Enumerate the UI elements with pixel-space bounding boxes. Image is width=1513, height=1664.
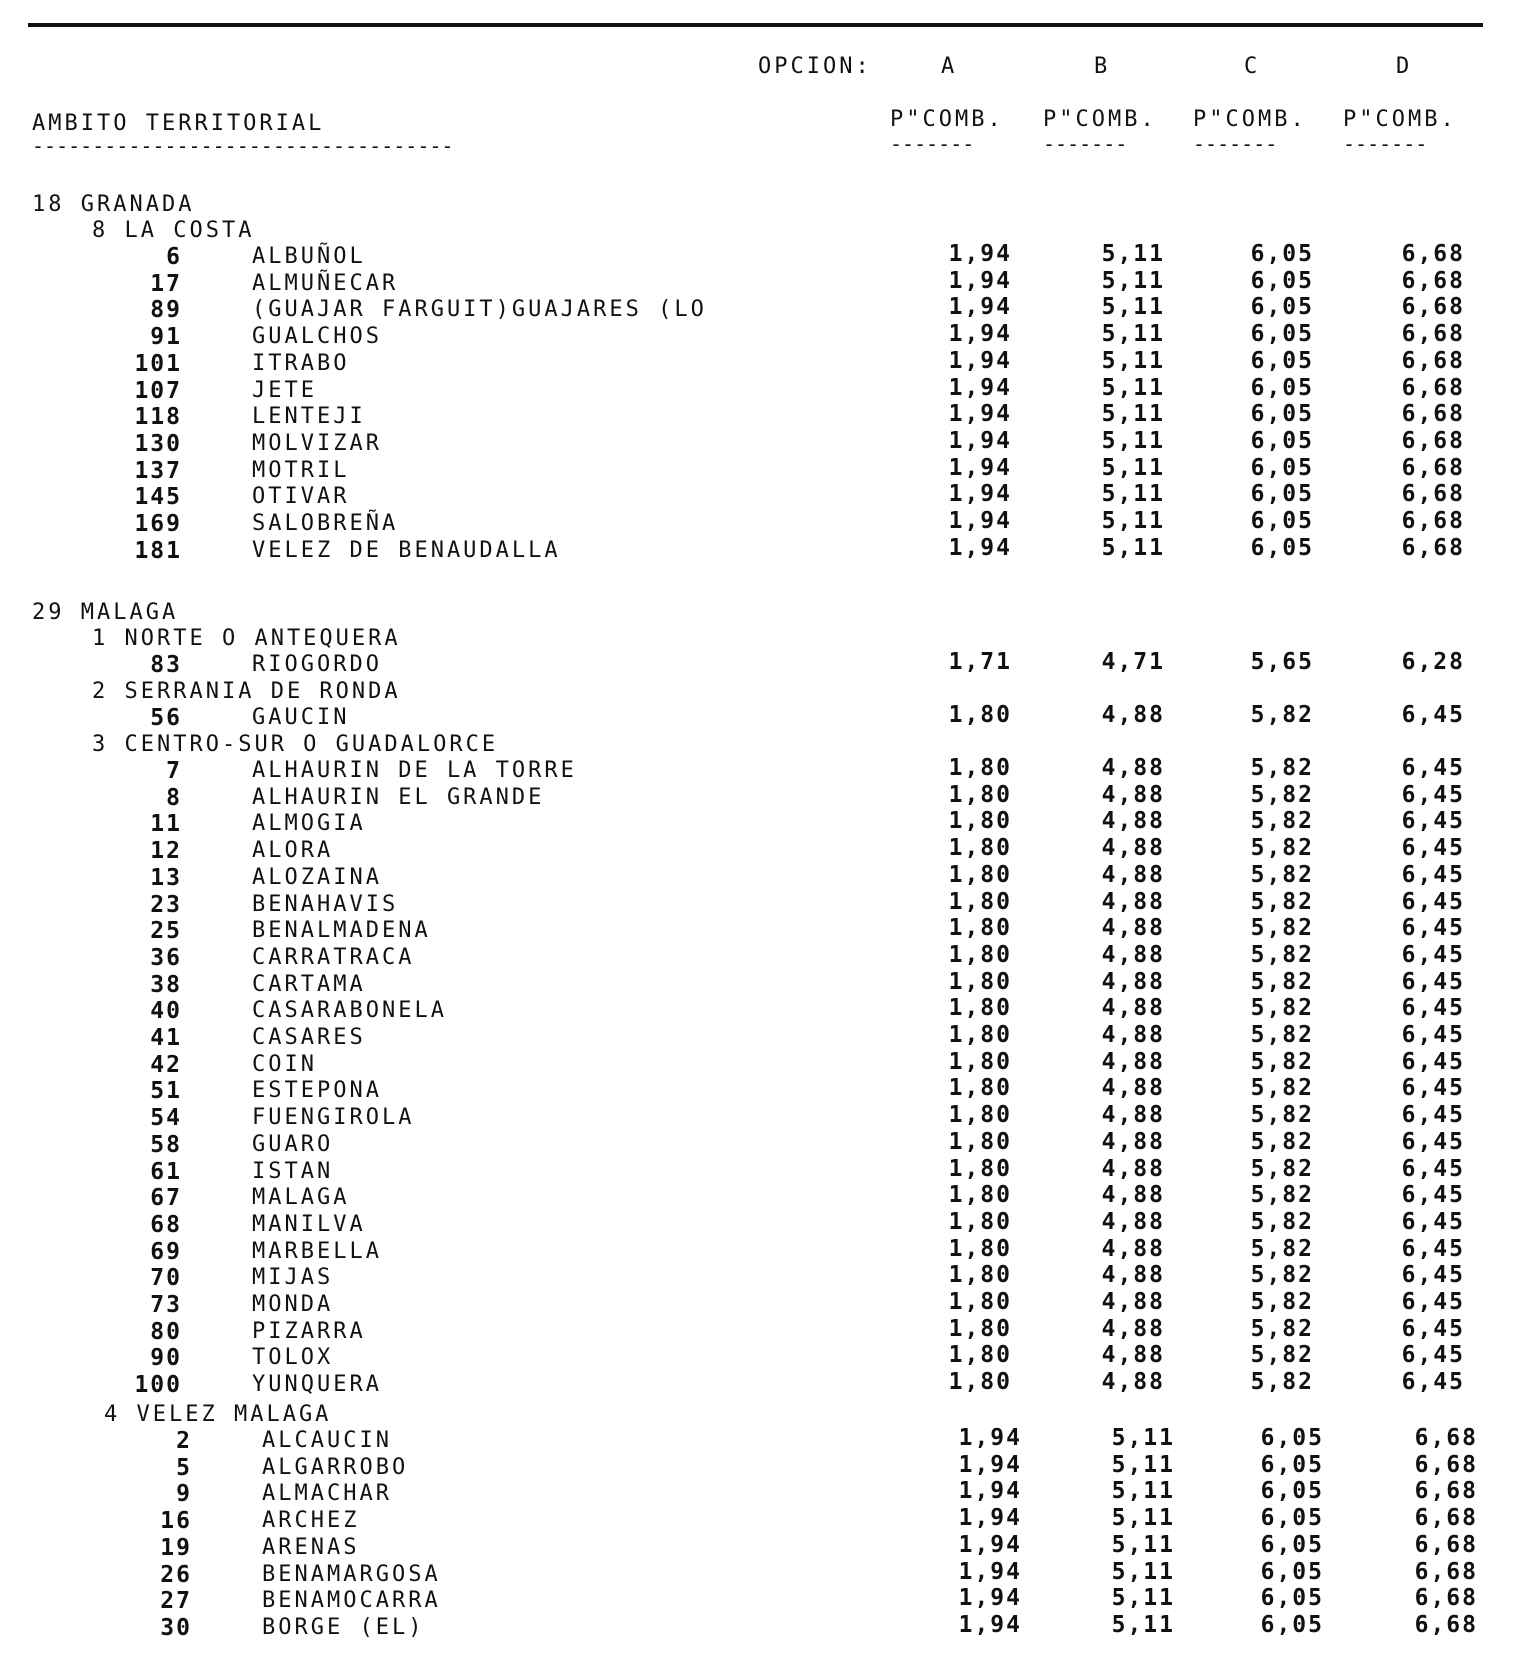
municipality-code: 27 bbox=[160, 1588, 192, 1614]
value-a: 1,80 bbox=[948, 889, 1012, 915]
municipality-code: 42 bbox=[150, 1052, 182, 1078]
value-b: 5,11 bbox=[1101, 268, 1165, 294]
value-d: 6,45 bbox=[1401, 1182, 1465, 1208]
municipality-name: OTIVAR bbox=[252, 484, 350, 509]
value-d: 6,68 bbox=[1414, 1478, 1478, 1504]
municipality-name: TOLOX bbox=[252, 1345, 334, 1370]
value-a: 1,94 bbox=[948, 455, 1012, 481]
municipality-code: 61 bbox=[150, 1159, 182, 1185]
option-label: OPCION: bbox=[758, 54, 872, 79]
value-a: 1,80 bbox=[948, 862, 1012, 888]
option-a: A bbox=[941, 54, 958, 79]
municipality-name: RIOGORDO bbox=[252, 652, 382, 677]
value-d: 6,45 bbox=[1401, 942, 1465, 968]
value-b: 4,88 bbox=[1101, 755, 1165, 781]
scope-underline: ----------------------------------- bbox=[32, 134, 454, 158]
municipality-code: 68 bbox=[150, 1212, 182, 1238]
municipality-code: 12 bbox=[150, 838, 182, 864]
value-b: 4,88 bbox=[1101, 862, 1165, 888]
value-d: 6,68 bbox=[1414, 1612, 1478, 1638]
value-b: 5,11 bbox=[1101, 375, 1165, 401]
col-header-b: P"COMB. bbox=[1043, 107, 1157, 132]
value-a: 1,71 bbox=[948, 649, 1012, 675]
municipality-name: (GUAJAR FARGUIT)GUAJARES (LO bbox=[252, 297, 707, 322]
municipality-code: 8 bbox=[166, 785, 182, 811]
value-a: 1,94 bbox=[948, 375, 1012, 401]
municipality-name: BENAMOCARRA bbox=[262, 1588, 441, 1613]
value-a: 1,94 bbox=[958, 1425, 1022, 1451]
value-b: 4,88 bbox=[1101, 889, 1165, 915]
municipality-code: 83 bbox=[150, 652, 182, 678]
value-a: 1,80 bbox=[948, 1102, 1012, 1128]
comarca-heading: 4 VELEZ MALAGA bbox=[104, 1402, 332, 1427]
value-a: 1,94 bbox=[948, 481, 1012, 507]
value-c: 5,65 bbox=[1250, 649, 1314, 675]
municipality-code: 25 bbox=[150, 918, 182, 944]
municipality-code: 91 bbox=[150, 324, 182, 350]
value-b: 5,11 bbox=[1101, 455, 1165, 481]
municipality-code: 16 bbox=[160, 1508, 192, 1534]
municipality-name: FUENGIROLA bbox=[252, 1105, 415, 1130]
value-b: 4,88 bbox=[1101, 835, 1165, 861]
value-c: 6,05 bbox=[1250, 428, 1314, 454]
value-c: 6,05 bbox=[1260, 1532, 1324, 1558]
municipality-code: 51 bbox=[150, 1078, 182, 1104]
value-c: 5,82 bbox=[1250, 782, 1314, 808]
value-b: 4,88 bbox=[1101, 782, 1165, 808]
municipality-name: MIJAS bbox=[252, 1265, 334, 1290]
value-c: 6,05 bbox=[1250, 348, 1314, 374]
value-a: 1,94 bbox=[948, 508, 1012, 534]
value-a: 1,80 bbox=[948, 755, 1012, 781]
value-a: 1,94 bbox=[958, 1585, 1022, 1611]
value-c: 5,82 bbox=[1250, 862, 1314, 888]
value-a: 1,94 bbox=[948, 294, 1012, 320]
value-c: 6,05 bbox=[1260, 1505, 1324, 1531]
municipality-code: 58 bbox=[150, 1132, 182, 1158]
value-a: 1,94 bbox=[948, 401, 1012, 427]
option-b: B bbox=[1094, 54, 1111, 79]
value-c: 6,05 bbox=[1260, 1425, 1324, 1451]
value-a: 1,94 bbox=[958, 1612, 1022, 1638]
municipality-name: MOTRIL bbox=[252, 458, 350, 483]
municipality-code: 2 bbox=[176, 1428, 192, 1454]
value-d: 6,45 bbox=[1401, 755, 1465, 781]
value-d: 6,68 bbox=[1401, 508, 1465, 534]
value-a: 1,94 bbox=[958, 1505, 1022, 1531]
municipality-code: 181 bbox=[134, 538, 182, 564]
value-a: 1,80 bbox=[948, 702, 1012, 728]
value-a: 1,80 bbox=[948, 1236, 1012, 1262]
value-c: 5,82 bbox=[1250, 1369, 1314, 1395]
value-b: 4,88 bbox=[1101, 1022, 1165, 1048]
value-b: 5,11 bbox=[1101, 401, 1165, 427]
municipality-code: 80 bbox=[150, 1319, 182, 1345]
value-a: 1,94 bbox=[948, 321, 1012, 347]
municipality-code: 169 bbox=[134, 511, 182, 537]
value-d: 6,45 bbox=[1401, 1289, 1465, 1315]
municipality-code: 5 bbox=[176, 1455, 192, 1481]
value-c: 6,05 bbox=[1250, 241, 1314, 267]
value-a: 1,80 bbox=[948, 1369, 1012, 1395]
municipality-name: ALOZAINA bbox=[252, 865, 382, 890]
municipality-name: MOLVIZAR bbox=[252, 431, 382, 456]
value-b: 5,11 bbox=[1111, 1532, 1175, 1558]
municipality-name: ALBUÑOL bbox=[252, 244, 366, 269]
municipality-name: MONDA bbox=[252, 1292, 334, 1317]
value-c: 5,82 bbox=[1250, 702, 1314, 728]
value-d: 6,45 bbox=[1401, 1022, 1465, 1048]
value-a: 1,80 bbox=[948, 782, 1012, 808]
value-a: 1,94 bbox=[948, 428, 1012, 454]
value-d: 6,68 bbox=[1401, 375, 1465, 401]
value-d: 6,45 bbox=[1401, 1049, 1465, 1075]
value-a: 1,80 bbox=[948, 1129, 1012, 1155]
municipality-code: 89 bbox=[150, 297, 182, 323]
value-c: 6,05 bbox=[1250, 535, 1314, 561]
value-d: 6,45 bbox=[1401, 1369, 1465, 1395]
municipality-code: 101 bbox=[134, 351, 182, 377]
comarca-heading: 8 LA COSTA bbox=[92, 218, 255, 243]
value-c: 6,05 bbox=[1260, 1612, 1324, 1638]
municipality-name: GUALCHOS bbox=[252, 324, 382, 349]
value-d: 6,45 bbox=[1401, 969, 1465, 995]
value-b: 5,11 bbox=[1101, 241, 1165, 267]
value-b: 4,88 bbox=[1101, 1182, 1165, 1208]
municipality-code: 145 bbox=[134, 484, 182, 510]
value-a: 1,94 bbox=[948, 348, 1012, 374]
municipality-code: 6 bbox=[166, 244, 182, 270]
value-c: 5,82 bbox=[1250, 1289, 1314, 1315]
top-rule bbox=[28, 23, 1483, 27]
value-b: 4,88 bbox=[1101, 1049, 1165, 1075]
value-c: 5,82 bbox=[1250, 1075, 1314, 1101]
municipality-code: 23 bbox=[150, 892, 182, 918]
value-c: 6,05 bbox=[1250, 321, 1314, 347]
municipality-code: 73 bbox=[150, 1292, 182, 1318]
value-d: 6,45 bbox=[1401, 915, 1465, 941]
value-d: 6,45 bbox=[1401, 1262, 1465, 1288]
value-d: 6,68 bbox=[1401, 535, 1465, 561]
value-d: 6,68 bbox=[1414, 1505, 1478, 1531]
value-b: 5,11 bbox=[1101, 428, 1165, 454]
value-a: 1,80 bbox=[948, 1262, 1012, 1288]
value-b: 4,88 bbox=[1101, 942, 1165, 968]
municipality-code: 13 bbox=[150, 865, 182, 891]
value-c: 5,82 bbox=[1250, 755, 1314, 781]
value-c: 5,82 bbox=[1250, 1129, 1314, 1155]
province-heading: 18 GRANADA bbox=[32, 192, 195, 217]
municipality-name: ALMOGIA bbox=[252, 811, 366, 836]
value-d: 6,45 bbox=[1401, 995, 1465, 1021]
municipality-name: ALCAUCIN bbox=[262, 1428, 392, 1453]
municipality-code: 137 bbox=[134, 458, 182, 484]
value-d: 6,45 bbox=[1401, 1342, 1465, 1368]
municipality-code: 69 bbox=[150, 1239, 182, 1265]
value-d: 6,45 bbox=[1401, 1075, 1465, 1101]
municipality-name: GUARO bbox=[252, 1132, 334, 1157]
value-b: 4,88 bbox=[1101, 1262, 1165, 1288]
value-d: 6,45 bbox=[1401, 1209, 1465, 1235]
value-a: 1,80 bbox=[948, 1156, 1012, 1182]
value-b: 5,11 bbox=[1101, 294, 1165, 320]
municipality-code: 118 bbox=[134, 404, 182, 430]
value-a: 1,80 bbox=[948, 915, 1012, 941]
municipality-name: ALGARROBO bbox=[262, 1455, 409, 1480]
municipality-name: ARCHEZ bbox=[262, 1508, 360, 1533]
value-c: 5,82 bbox=[1250, 1182, 1314, 1208]
value-a: 1,80 bbox=[948, 942, 1012, 968]
municipality-name: ARENAS bbox=[262, 1535, 360, 1560]
municipality-name: PIZARRA bbox=[252, 1319, 366, 1344]
value-d: 6,45 bbox=[1401, 1102, 1465, 1128]
value-a: 1,80 bbox=[948, 1209, 1012, 1235]
municipality-name: LENTEJI bbox=[252, 404, 366, 429]
value-c: 6,05 bbox=[1260, 1585, 1324, 1611]
value-a: 1,80 bbox=[948, 1342, 1012, 1368]
value-c: 6,05 bbox=[1250, 455, 1314, 481]
value-a: 1,94 bbox=[958, 1532, 1022, 1558]
municipality-code: 11 bbox=[150, 811, 182, 837]
value-d: 6,45 bbox=[1401, 889, 1465, 915]
value-b: 4,88 bbox=[1101, 702, 1165, 728]
value-b: 5,11 bbox=[1101, 535, 1165, 561]
municipality-code: 19 bbox=[160, 1535, 192, 1561]
municipality-code: 107 bbox=[134, 378, 182, 404]
value-c: 5,82 bbox=[1250, 1022, 1314, 1048]
value-c: 6,05 bbox=[1250, 294, 1314, 320]
value-c: 6,05 bbox=[1260, 1452, 1324, 1478]
municipality-code: 70 bbox=[150, 1265, 182, 1291]
value-a: 1,80 bbox=[948, 1182, 1012, 1208]
col-underline-c: ------- bbox=[1193, 132, 1278, 156]
municipality-code: 30 bbox=[160, 1615, 192, 1641]
value-c: 6,05 bbox=[1260, 1478, 1324, 1504]
value-b: 4,71 bbox=[1101, 649, 1165, 675]
value-a: 1,94 bbox=[948, 241, 1012, 267]
municipality-name: JETE bbox=[252, 378, 317, 403]
value-c: 5,82 bbox=[1250, 889, 1314, 915]
value-b: 4,88 bbox=[1101, 969, 1165, 995]
col-underline-d: ------- bbox=[1343, 132, 1428, 156]
value-d: 6,45 bbox=[1401, 1316, 1465, 1342]
value-c: 6,05 bbox=[1260, 1559, 1324, 1585]
scope-label: AMBITO TERRITORIAL bbox=[32, 111, 325, 136]
value-c: 5,82 bbox=[1250, 1316, 1314, 1342]
value-a: 1,80 bbox=[948, 1316, 1012, 1342]
municipality-name: GAUCIN bbox=[252, 705, 350, 730]
value-d: 6,68 bbox=[1401, 455, 1465, 481]
municipality-code: 54 bbox=[150, 1105, 182, 1131]
value-d: 6,68 bbox=[1414, 1452, 1478, 1478]
col-underline-b: ------- bbox=[1043, 132, 1128, 156]
value-b: 4,88 bbox=[1101, 1102, 1165, 1128]
municipality-code: 40 bbox=[150, 998, 182, 1024]
value-a: 1,94 bbox=[958, 1478, 1022, 1504]
municipality-name: ALMACHAR bbox=[262, 1481, 392, 1506]
value-c: 6,05 bbox=[1250, 375, 1314, 401]
municipality-name: SALOBREÑA bbox=[252, 511, 399, 536]
municipality-code: 67 bbox=[150, 1185, 182, 1211]
municipality-code: 9 bbox=[176, 1481, 192, 1507]
municipality-name: CARRATRACA bbox=[252, 945, 415, 970]
value-b: 5,11 bbox=[1111, 1505, 1175, 1531]
value-a: 1,94 bbox=[958, 1559, 1022, 1585]
value-c: 5,82 bbox=[1250, 995, 1314, 1021]
value-c: 6,05 bbox=[1250, 481, 1314, 507]
municipality-code: 41 bbox=[150, 1025, 182, 1051]
value-c: 5,82 bbox=[1250, 1049, 1314, 1075]
municipality-name: MALAGA bbox=[252, 1185, 350, 1210]
municipality-name: COIN bbox=[252, 1052, 317, 1077]
municipality-name: CASARES bbox=[252, 1025, 366, 1050]
municipality-name: ALHAURIN DE LA TORRE bbox=[252, 758, 577, 783]
col-header-d: P"COMB. bbox=[1343, 107, 1457, 132]
value-a: 1,80 bbox=[948, 995, 1012, 1021]
value-d: 6,68 bbox=[1401, 268, 1465, 294]
municipality-code: 100 bbox=[134, 1372, 182, 1398]
municipality-name: BENAMARGOSA bbox=[262, 1562, 441, 1587]
value-c: 5,82 bbox=[1250, 942, 1314, 968]
value-d: 6,45 bbox=[1401, 782, 1465, 808]
value-d: 6,45 bbox=[1401, 1129, 1465, 1155]
municipality-code: 38 bbox=[150, 972, 182, 998]
value-b: 4,88 bbox=[1101, 1289, 1165, 1315]
value-b: 5,11 bbox=[1111, 1425, 1175, 1451]
value-c: 6,05 bbox=[1250, 508, 1314, 534]
value-d: 6,45 bbox=[1401, 1156, 1465, 1182]
value-d: 6,68 bbox=[1401, 294, 1465, 320]
value-b: 5,11 bbox=[1101, 481, 1165, 507]
municipality-code: 26 bbox=[160, 1562, 192, 1588]
value-b: 4,88 bbox=[1101, 915, 1165, 941]
value-a: 1,80 bbox=[948, 1049, 1012, 1075]
municipality-code: 56 bbox=[150, 705, 182, 731]
value-a: 1,80 bbox=[948, 835, 1012, 861]
municipality-code: 36 bbox=[150, 945, 182, 971]
value-a: 1,80 bbox=[948, 1289, 1012, 1315]
value-b: 4,88 bbox=[1101, 1129, 1165, 1155]
value-c: 5,82 bbox=[1250, 1236, 1314, 1262]
value-a: 1,80 bbox=[948, 1075, 1012, 1101]
value-d: 6,68 bbox=[1414, 1585, 1478, 1611]
value-b: 5,11 bbox=[1101, 321, 1165, 347]
municipality-name: BENAHAVIS bbox=[252, 892, 399, 917]
value-d: 6,68 bbox=[1401, 428, 1465, 454]
value-d: 6,45 bbox=[1401, 1236, 1465, 1262]
option-d: D bbox=[1396, 54, 1413, 79]
municipality-name: MARBELLA bbox=[252, 1239, 382, 1264]
value-a: 1,80 bbox=[948, 808, 1012, 834]
value-c: 6,05 bbox=[1250, 401, 1314, 427]
col-underline-a: ------- bbox=[890, 132, 975, 156]
municipality-code: 130 bbox=[134, 431, 182, 457]
municipality-name: ISTAN bbox=[252, 1159, 334, 1184]
value-a: 1,80 bbox=[948, 1022, 1012, 1048]
municipality-name: ALMUÑECAR bbox=[252, 271, 399, 296]
value-d: 6,68 bbox=[1414, 1532, 1478, 1558]
municipality-name: ALORA bbox=[252, 838, 334, 863]
value-d: 6,68 bbox=[1414, 1559, 1478, 1585]
col-header-a: P"COMB. bbox=[890, 107, 1004, 132]
value-b: 5,11 bbox=[1111, 1612, 1175, 1638]
value-d: 6,68 bbox=[1401, 481, 1465, 507]
value-a: 1,94 bbox=[948, 268, 1012, 294]
value-a: 1,94 bbox=[948, 535, 1012, 561]
municipality-name: VELEZ DE BENAUDALLA bbox=[252, 538, 561, 563]
value-d: 6,68 bbox=[1414, 1425, 1478, 1451]
value-b: 4,88 bbox=[1101, 808, 1165, 834]
comarca-heading: 2 SERRANIA DE RONDA bbox=[92, 679, 401, 704]
value-b: 5,11 bbox=[1111, 1559, 1175, 1585]
value-c: 5,82 bbox=[1250, 1262, 1314, 1288]
value-c: 5,82 bbox=[1250, 1156, 1314, 1182]
value-b: 4,88 bbox=[1101, 1342, 1165, 1368]
value-b: 4,88 bbox=[1101, 1236, 1165, 1262]
value-d: 6,45 bbox=[1401, 702, 1465, 728]
value-a: 1,94 bbox=[958, 1452, 1022, 1478]
value-c: 5,82 bbox=[1250, 1342, 1314, 1368]
value-b: 4,88 bbox=[1101, 1075, 1165, 1101]
municipality-name: ITRABO bbox=[252, 351, 350, 376]
municipality-code: 90 bbox=[150, 1345, 182, 1371]
value-b: 5,11 bbox=[1111, 1478, 1175, 1504]
province-heading: 29 MALAGA bbox=[32, 600, 179, 625]
value-c: 5,82 bbox=[1250, 1209, 1314, 1235]
value-d: 6,45 bbox=[1401, 835, 1465, 861]
value-b: 5,11 bbox=[1111, 1452, 1175, 1478]
value-b: 5,11 bbox=[1111, 1585, 1175, 1611]
value-c: 5,82 bbox=[1250, 808, 1314, 834]
value-c: 5,82 bbox=[1250, 835, 1314, 861]
value-d: 6,68 bbox=[1401, 348, 1465, 374]
municipality-name: CARTAMA bbox=[252, 972, 366, 997]
value-c: 5,82 bbox=[1250, 969, 1314, 995]
comarca-heading: 3 CENTRO-SUR O GUADALORCE bbox=[92, 732, 499, 757]
municipality-name: BENALMADENA bbox=[252, 918, 431, 943]
municipality-name: YUNQUERA bbox=[252, 1372, 382, 1397]
value-c: 5,82 bbox=[1250, 1102, 1314, 1128]
col-header-c: P"COMB. bbox=[1193, 107, 1307, 132]
value-b: 4,88 bbox=[1101, 1209, 1165, 1235]
municipality-name: ESTEPONA bbox=[252, 1078, 382, 1103]
municipality-name: BORGE (EL) bbox=[262, 1615, 425, 1640]
municipality-code: 17 bbox=[150, 271, 182, 297]
value-b: 4,88 bbox=[1101, 1316, 1165, 1342]
value-d: 6,45 bbox=[1401, 862, 1465, 888]
value-c: 5,82 bbox=[1250, 915, 1314, 941]
comarca-heading: 1 NORTE O ANTEQUERA bbox=[92, 626, 401, 651]
value-a: 1,80 bbox=[948, 969, 1012, 995]
value-b: 4,88 bbox=[1101, 1156, 1165, 1182]
municipality-name: MANILVA bbox=[252, 1212, 366, 1237]
value-b: 5,11 bbox=[1101, 508, 1165, 534]
municipality-name: ALHAURIN EL GRANDE bbox=[252, 785, 545, 810]
value-d: 6,68 bbox=[1401, 241, 1465, 267]
value-b: 4,88 bbox=[1101, 1369, 1165, 1395]
value-d: 6,28 bbox=[1401, 649, 1465, 675]
municipality-code: 7 bbox=[166, 758, 182, 784]
value-c: 6,05 bbox=[1250, 268, 1314, 294]
municipality-name: CASARABONELA bbox=[252, 998, 447, 1023]
value-b: 4,88 bbox=[1101, 995, 1165, 1021]
value-b: 5,11 bbox=[1101, 348, 1165, 374]
value-d: 6,45 bbox=[1401, 808, 1465, 834]
value-d: 6,68 bbox=[1401, 401, 1465, 427]
value-d: 6,68 bbox=[1401, 321, 1465, 347]
option-c: C bbox=[1244, 54, 1261, 79]
